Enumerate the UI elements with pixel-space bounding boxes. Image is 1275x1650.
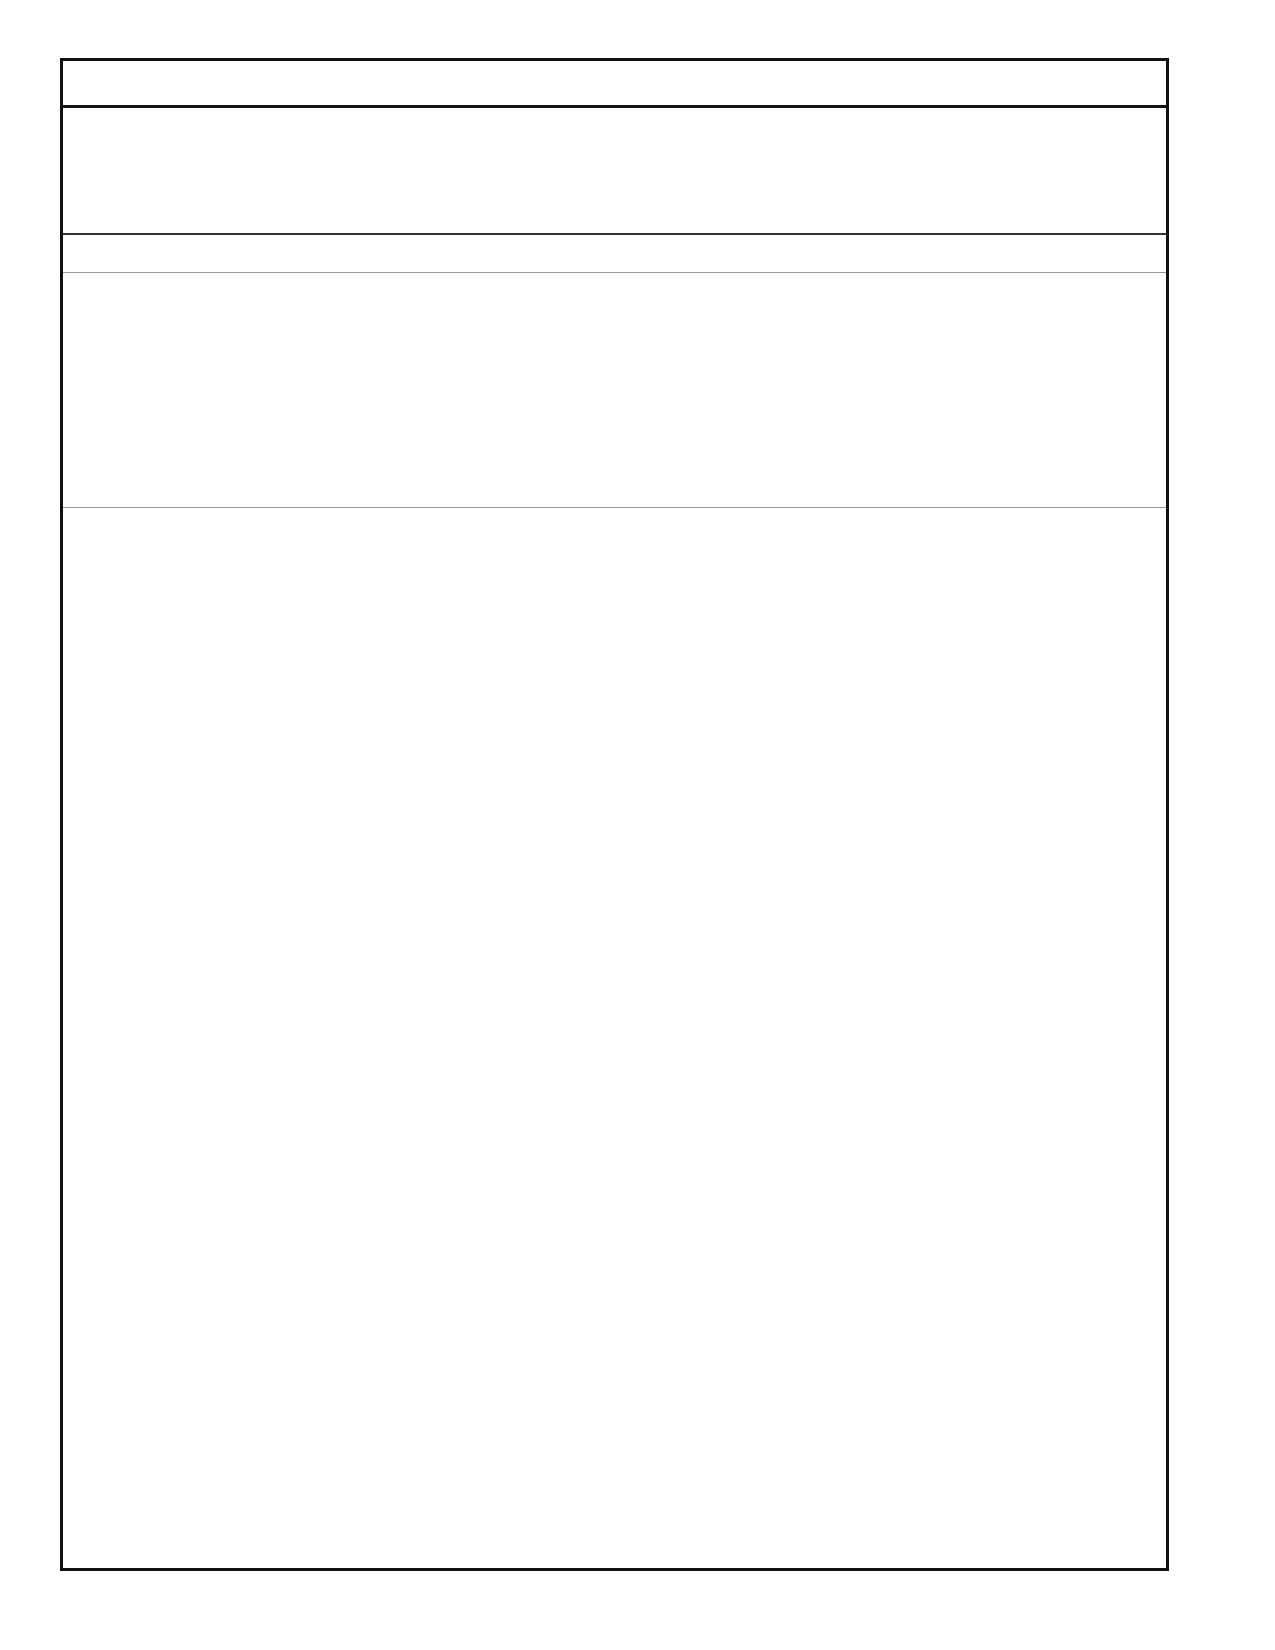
footnote-divider [63, 507, 1166, 508]
table-header-divider [63, 272, 1166, 273]
page-frame [60, 58, 1169, 1571]
section-title [63, 61, 1166, 108]
header-divider [63, 233, 1166, 235]
serial-range [63, 156, 1166, 179]
